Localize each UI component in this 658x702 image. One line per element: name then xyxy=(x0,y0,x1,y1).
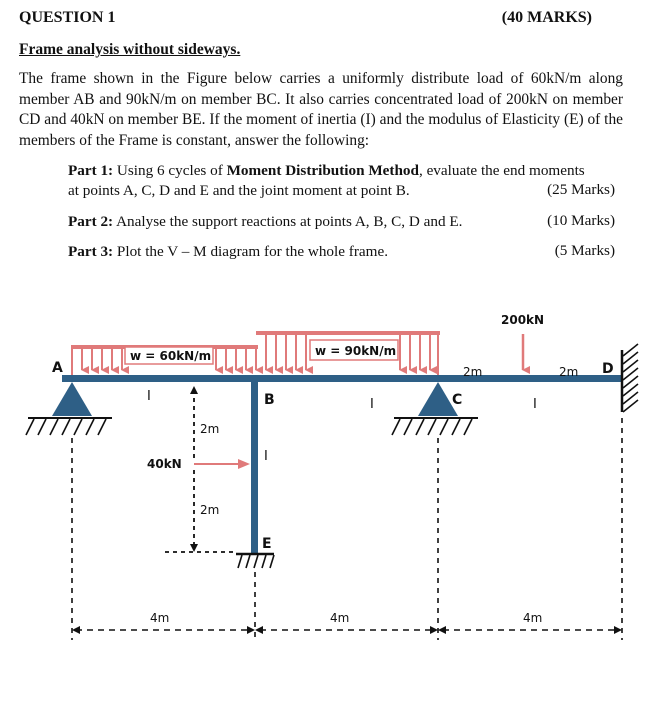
node-a-label: A xyxy=(52,360,63,376)
extension-lines xyxy=(72,418,622,640)
part-1-text-before: Using 6 cycles of xyxy=(116,162,223,179)
member-cd-inertia-label: I xyxy=(533,397,537,412)
part-2-label: Part 2: xyxy=(68,213,114,230)
node-b-label: B xyxy=(264,392,275,408)
section-heading: Frame analysis without sideways. xyxy=(19,41,241,58)
node-d-label: D xyxy=(602,361,614,377)
fixed-support-e xyxy=(236,554,274,568)
pin-support-c xyxy=(392,382,478,435)
dim-cd-left-label: 2m xyxy=(463,365,483,379)
fixed-support-d xyxy=(622,344,638,412)
dim-span-ab-label: 4m xyxy=(150,611,170,625)
dim-be-upper-label: 2m xyxy=(200,422,220,436)
pin-support-a xyxy=(26,382,112,435)
dim-be-vertical xyxy=(165,390,236,552)
part-2-text: Analyse the support reactions at points A, B, C, D and E. xyxy=(116,213,463,230)
point-load-cd-label: 200kN xyxy=(501,313,545,327)
part-1-line2: at points A, C, D and E and the joint moment at point B. xyxy=(68,182,410,199)
part-1-marks: (25 Marks) xyxy=(547,181,615,198)
node-c-label: C xyxy=(452,392,463,408)
member-bc-inertia-label: I xyxy=(370,397,374,412)
dim-cd-right-label: 2m xyxy=(559,365,579,379)
dim-span-cd-label: 4m xyxy=(523,611,543,625)
column-be xyxy=(251,378,258,554)
member-ab-inertia-label: I xyxy=(147,389,151,404)
part-3-text: Plot the V – M diagram for the whole frame. xyxy=(116,243,388,260)
udl-bc-label: w = 90kN/m xyxy=(315,344,397,358)
problem-paragraph: The frame shown in the Figure below carries a uniformly distribute load of 60kN/m along member AB and 90kN/m on member BC. It also carries concentrated load of 200kN on member CD and 40kN on member BE. If the moment of inertia (I) and the modulus of Elasticity (E) of the members of the Frame is constant, answer the following: xyxy=(19,70,623,149)
part-3-label: Part 3: xyxy=(68,243,114,260)
part-1-text-after: , evaluate the end moments xyxy=(418,162,585,179)
part-1-emphasis: Moment Distribution Method xyxy=(226,162,419,179)
point-load-be-label: 40kN xyxy=(147,457,182,471)
dim-be-lower-label: 2m xyxy=(200,503,220,517)
node-e-label: E xyxy=(262,536,272,552)
beam-ad xyxy=(62,375,622,382)
dim-span-bc-label: 4m xyxy=(330,611,350,625)
part-1-label: Part 1: xyxy=(68,162,114,179)
udl-ab-label: w = 60kN/m xyxy=(130,349,212,363)
question-marks: (40 MARKS) xyxy=(501,9,592,26)
member-be-inertia-label: I xyxy=(264,449,268,464)
part-2-marks: (10 Marks) xyxy=(547,212,615,229)
question-title: QUESTION 1 xyxy=(19,9,116,26)
part-3-marks: (5 Marks) xyxy=(554,242,615,259)
